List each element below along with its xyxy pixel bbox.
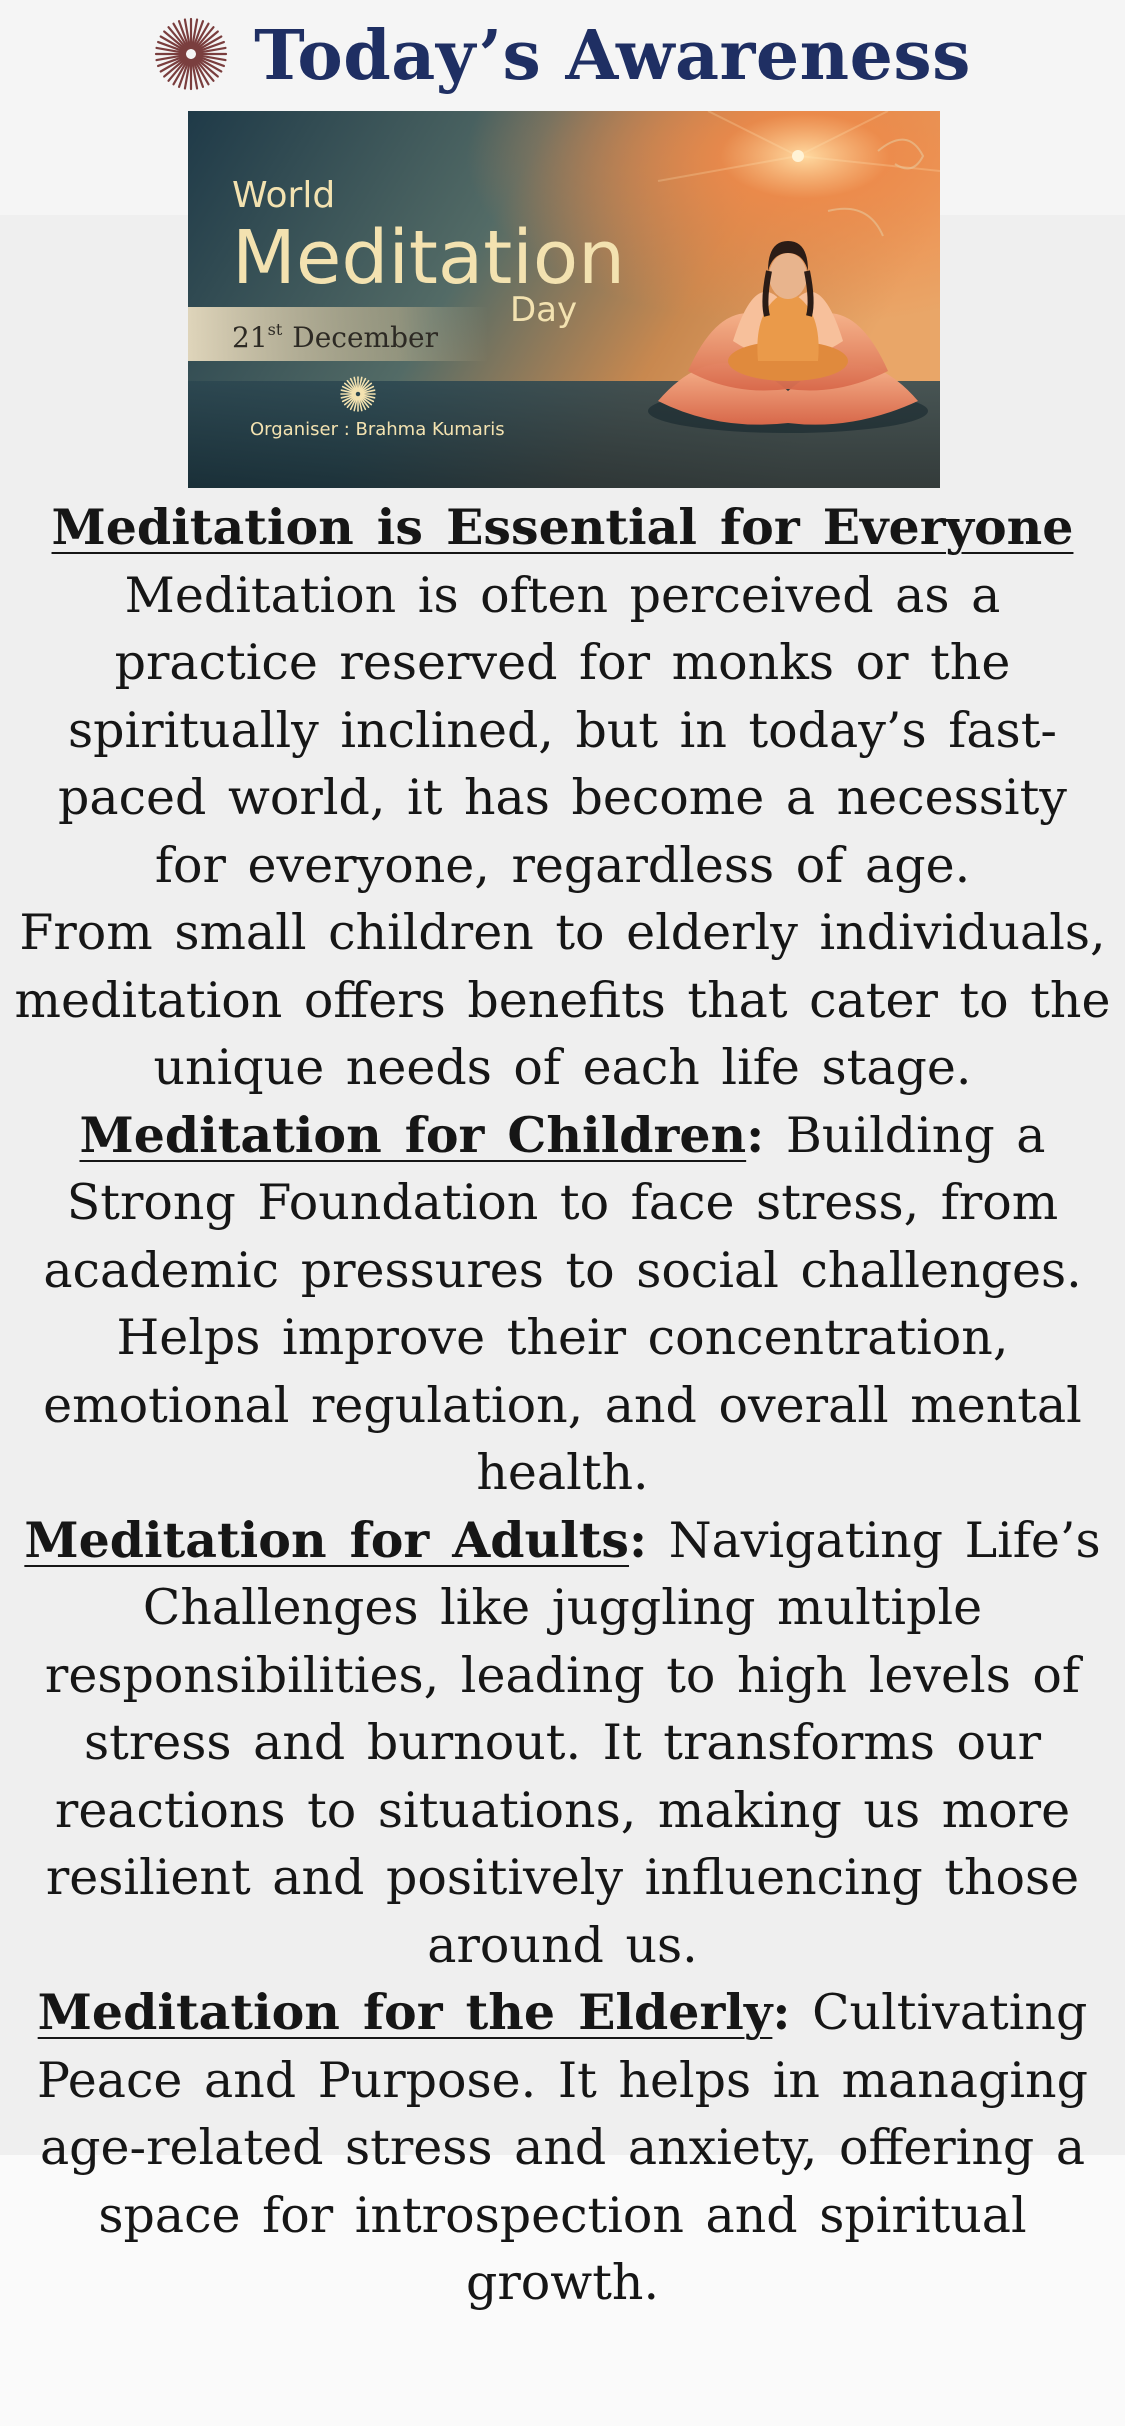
- main-heading: Meditation is Essential for Everyone: [51, 498, 1074, 556]
- section-text-children: Building a Strong Foundation to face stress, from academic pressures to social challenges. Helps improve their concentration, emotional regulation, and overall mental health.: [43, 1106, 1082, 1501]
- intro-paragraph-1: Meditation is often perceived as a practice reserved for monks or the spiritually inclined, but in today’s fast-paced world, it has become a necessity for everyone, regardless of age.: [58, 566, 1067, 894]
- banner-date-suffix: st: [267, 320, 283, 339]
- section-heading-children: Meditation for Children: [79, 1105, 747, 1164]
- banner-date-month: December: [292, 321, 438, 354]
- event-banner: [188, 111, 940, 488]
- banner-world-text: World: [232, 175, 336, 216]
- banner-date-number: 21: [232, 321, 268, 354]
- section-heading-elderly: Meditation for the Elderly: [37, 1983, 773, 2041]
- section-elderly: Meditation for the Elderly: Cultivating Peace and Purpose. It helps in managing age-related stress and anxiety, offering a space for introspection and spiritual growth.: [37, 1983, 1088, 2311]
- banner-meditation-text: Meditation: [232, 215, 626, 301]
- banner-image: [188, 111, 940, 488]
- banner-day-text: Day: [510, 290, 578, 330]
- section-heading-adults: Meditation for Adults: [24, 1510, 630, 1569]
- article: [14, 494, 1111, 2317]
- banner-date: [232, 320, 439, 354]
- sunburst-icon: [154, 17, 228, 95]
- page-title: Today’s Awareness: [254, 16, 971, 96]
- section-text-elderly: Cultivating Peace and Purpose. It helps in managing age-related stress and anxiety, offering a space for introspection and spiritual growth.: [37, 1984, 1088, 2311]
- header: [0, 8, 1125, 104]
- section-text-adults: Navigating Life’s Challenges like juggling multiple responsibilities, leading to high levels of stress and burnout. It transforms our reactions to situations, making us more resilient and positively influencing those around us.: [44, 1511, 1101, 1974]
- banner-organiser: Organiser : Brahma Kumaris: [250, 419, 505, 440]
- section-children: Meditation for Children: Building a Strong Foundation to face stress, from academic pressures to social challenges. Helps improve their concentration, emotional regulation, and overall mental health.: [43, 1105, 1082, 1501]
- intro-paragraph-2: From small children to elderly individuals, meditation offers benefits that cater to the unique needs of each life stage.: [14, 904, 1111, 1096]
- section-adults: Meditation for Adults: Navigating Life’s Challenges like juggling multiple responsibilities, leading to high levels of stress and burnout. It transforms our reactions to situations, making us more resilient and positively influencing those around us.: [24, 1510, 1101, 1974]
